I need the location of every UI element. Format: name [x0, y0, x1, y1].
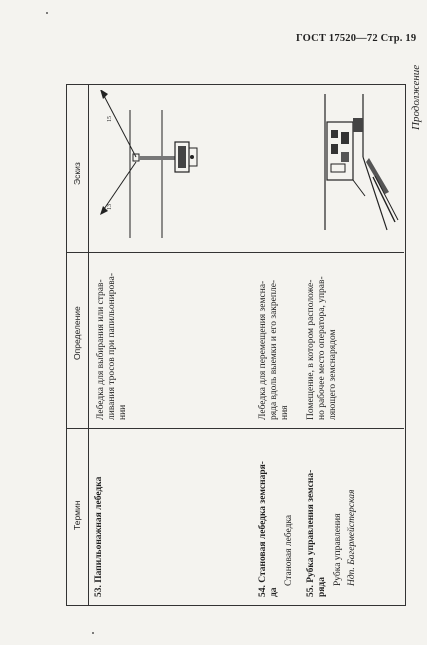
term-55-line1: 55. Рубка управления земсна-	[306, 469, 316, 597]
definition-55-line1: Помещение, в котором расположе-	[306, 279, 316, 420]
definition-54-line1: Лебедка для перемещения земсна-	[258, 280, 268, 420]
divider-definition-term	[66, 428, 404, 429]
sketch-label-13: 13	[107, 204, 113, 210]
definition-54-line3: ния	[280, 405, 290, 420]
header-column-divider	[88, 84, 89, 605]
term-55-line2: ряда	[317, 577, 327, 597]
definition-53-line2: ливания тросов при папильонирова-	[107, 272, 117, 420]
dredger-cabin-sketch	[315, 92, 401, 232]
speck	[46, 12, 48, 14]
definition-55-line2: но рабочее место оператора, управ-	[317, 276, 327, 420]
winch-cable-sketch	[92, 90, 202, 240]
definition-55-line3: ляющего земснарядом	[328, 329, 338, 420]
term-54-line1: 54. Становая лебедка земснаря-	[258, 461, 268, 597]
definition-54-line2: ряда вдоль выемки и его закрепле-	[269, 279, 279, 420]
column-header-sketch: Эскиз	[72, 162, 82, 185]
definition-53-line3: нии	[118, 404, 128, 420]
speck	[92, 632, 94, 634]
divider-sketch-definition	[66, 252, 404, 253]
sketch-label-15: 15	[107, 116, 113, 122]
column-header-term: Термин	[72, 500, 82, 530]
term-53: 53. Папильонажная лебедка	[94, 476, 104, 597]
continuation-label: Продолжение	[410, 64, 422, 130]
term-54-line2: да	[269, 587, 279, 597]
column-header-definition: Определение	[72, 306, 82, 360]
term-55-not-allowed: Ндп. Багермейстерская	[347, 489, 357, 586]
page-header-standard: ГОСТ 17520—72 Стр. 19	[296, 33, 417, 44]
term-54-synonym: Становая лебедка	[284, 514, 294, 586]
term-55-synonym: Рубка управления	[333, 513, 343, 586]
definition-53-line1: Лебедка для выбирания или страв-	[96, 279, 106, 420]
